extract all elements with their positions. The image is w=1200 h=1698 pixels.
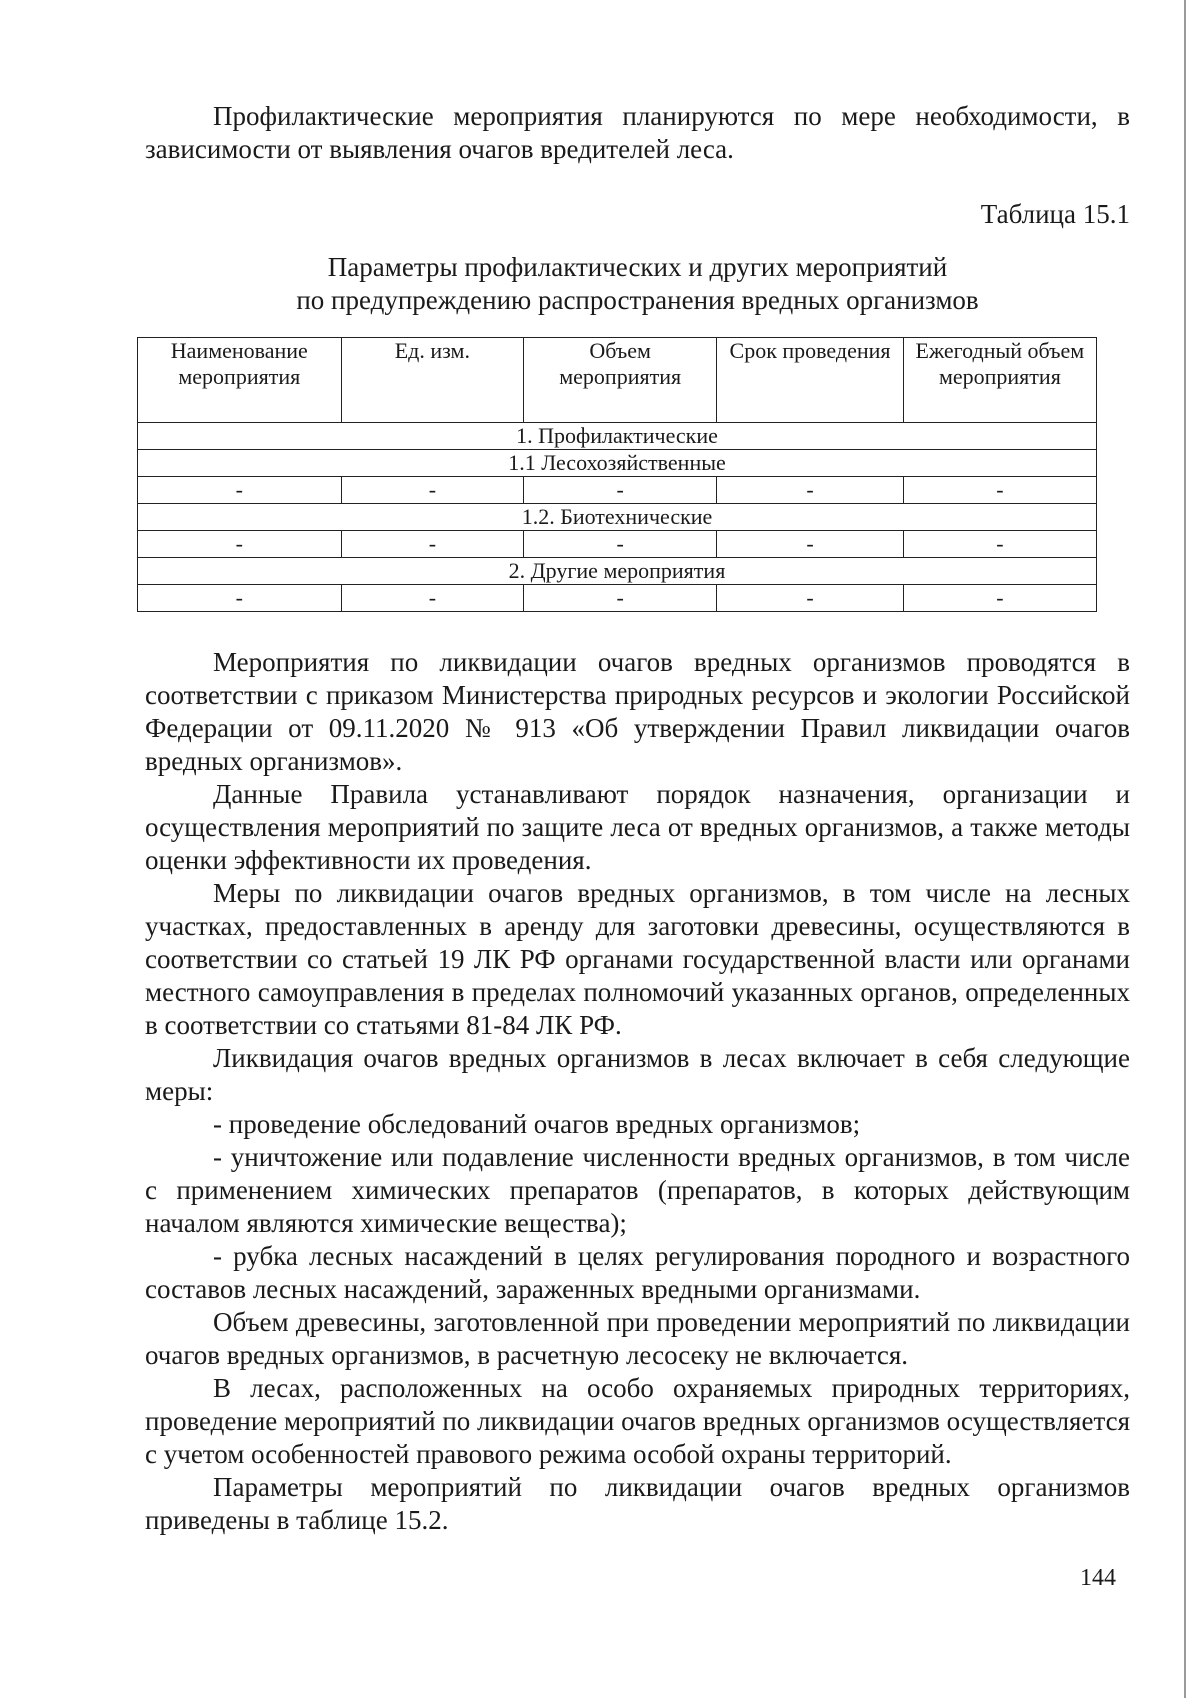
header-annual-volume: Ежегодный объем мероприятия (903, 338, 1096, 423)
table-row (138, 531, 1097, 558)
table-row (138, 585, 1097, 612)
section-title: 1.1 Лесохозяйственные (138, 450, 1097, 477)
section-title: 2. Другие мероприятия (138, 558, 1097, 585)
table-cell: - (903, 477, 1096, 504)
table-cell: - (341, 477, 523, 504)
table-cell: - (717, 531, 904, 558)
table-cell: - (524, 477, 717, 504)
table-cell: - (524, 585, 717, 612)
page-number: 144 (1080, 1565, 1116, 1591)
list-item: - проведение обследований очагов вредных организмов; (213, 1109, 861, 1139)
table-title (145, 251, 1130, 317)
table-caption: Таблица 15.1 (980, 199, 1130, 229)
paragraph: Меры по ликвидации очагов вредных организмов, в том числе на лесных участках, предоставленных в аренду для заготовки древесины, осуществляются в соответствии со статьей 19 ЛК РФ органами государственной власти или органами местного самоуправления в пределах полномочий указанных органов, определенных в соответствии со статьями 81-84 ЛК РФ. (145, 878, 1130, 1040)
table-cell: - (903, 531, 1096, 558)
paragraph: Объем древесины, заготовленной при проведении мероприятий по ликвидации очагов вредных организмов, в расчетную лесосеку не включается. (145, 1307, 1130, 1370)
header-term: Срок проведения (717, 338, 904, 423)
section-row (138, 558, 1097, 585)
table-cell: - (138, 531, 342, 558)
list-item: - уничтожение или подавление численности вредных организмов, в том числе с применением химических препаратов (препаратов, в которых действующим началом являются химические вещества); (145, 1142, 1130, 1238)
header-volume: Объем мероприятия (524, 338, 717, 423)
table-header-row (138, 338, 1097, 423)
scan-edge-line (1184, 0, 1186, 1698)
paragraph: Параметры мероприятий по ликвидации очагов вредных организмов приведены в таблице 15.2. (145, 1472, 1130, 1535)
table-cell: - (524, 531, 717, 558)
table-title-line-2: по предупреждению распространения вредных организмов (296, 285, 979, 315)
section-row (138, 450, 1097, 477)
list-item: - рубка лесных насаждений в целях регулирования породного и возрастного составов лесных насаждений, зараженных вредными организмами. (145, 1241, 1130, 1304)
document-page (145, 100, 1130, 1537)
table-cell: - (341, 585, 523, 612)
intro-paragraph: Профилактические мероприятия планируются по мере необходимости, в зависимости от выявления очагов вредителей леса. (145, 101, 1130, 164)
section-title: 1.2. Биотехнические (138, 504, 1097, 531)
section-row (138, 423, 1097, 450)
table-cell: - (138, 585, 342, 612)
paragraph: Данные Правила устанавливают порядок назначения, организации и осуществления мероприятий по защите леса от вредных организмов, а также методы оценки эффективности их проведения. (145, 779, 1130, 875)
section-row (138, 504, 1097, 531)
body-text (145, 646, 1130, 1537)
header-unit: Ед. изм. (341, 338, 523, 423)
table-cell: - (717, 477, 904, 504)
table-cell: - (717, 585, 904, 612)
measures-table (137, 337, 1097, 612)
paragraph: Мероприятия по ликвидации очагов вредных организмов проводятся в соответствии с приказом Министерства природных ресурсов и экологии Российской Федерации от 09.11.2020 № 913 «Об утверждении Правил ликвидации очагов вредных организмов». (145, 647, 1130, 776)
table-title-line-1: Параметры профилактических и других мероприятий (327, 252, 948, 282)
table-cell: - (341, 531, 523, 558)
paragraph: В лесах, расположенных на особо охраняемых природных территориях, проведение мероприятий по ликвидации очагов вредных организмов осуществляется с учетом особенностей правового режима особой охраны территорий. (145, 1373, 1130, 1469)
section-title: 1. Профилактические (138, 423, 1097, 450)
table-row (138, 477, 1097, 504)
table-cell: - (903, 585, 1096, 612)
table-cell: - (138, 477, 342, 504)
paragraph: Ликвидация очагов вредных организмов в лесах включает в себя следующие меры: (145, 1043, 1130, 1106)
header-name: Наименование мероприятия (138, 338, 342, 423)
